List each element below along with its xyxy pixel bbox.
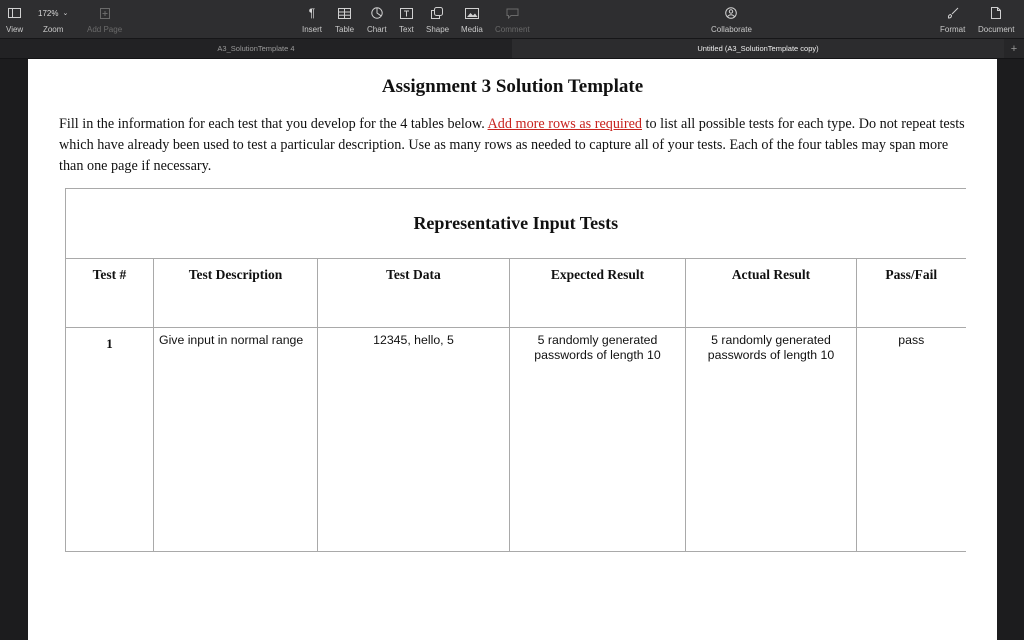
header-expected-result[interactable]: Expected Result [510,259,686,328]
insert-button[interactable] [302,4,322,34]
table-caption: Representative Input Tests [66,189,966,259]
document-button[interactable] [978,4,1014,34]
cell-test-description[interactable]: Give input in normal range [154,328,318,552]
media-button[interactable] [461,4,483,34]
zoom-label: Zoom [42,25,64,34]
zoom-control[interactable] [38,4,68,34]
add-rows-link[interactable]: Add more rows as required [487,116,642,132]
add-page-label: Add Page [87,25,123,34]
shape-button[interactable] [426,4,449,34]
comment-label: Comment [495,25,530,34]
document-label: Document [978,25,1015,34]
table-button[interactable] [335,4,354,34]
instructions-paragraph [59,114,969,177]
toolbar [0,0,1024,39]
insert-label: Insert [302,25,323,34]
header-test-description[interactable]: Test Description [154,259,318,328]
table-header-row [66,259,966,328]
header-actual-result[interactable]: Actual Result [686,259,857,328]
chart-label: Chart [367,25,387,34]
tab-a3-solution-template-4[interactable]: A3_SolutionTemplate 4 [0,39,512,58]
cell-test-data[interactable]: 12345, hello, 5 [318,328,510,552]
intro-text-end: to list all possible tests for each type. Do not repeat tests which have already been used to test a particular description. Use as many rows as needed to capture all of your tests. Each of the four tables may span more than one page if necessary. [59,116,965,174]
header-pass-fail[interactable]: Pass/Fail [857,259,966,328]
collaborate-button[interactable] [711,4,752,34]
comment-button[interactable] [495,4,530,34]
chart-icon [371,4,383,22]
text-box-icon [400,4,413,22]
media-icon [465,4,479,22]
comment-icon [506,4,519,22]
format-button[interactable] [940,4,965,34]
tab-untitled-copy[interactable]: Untitled (A3_SolutionTemplate copy) [512,39,1004,58]
text-button[interactable] [399,4,414,34]
add-page-icon [100,4,110,22]
cell-pass-fail[interactable]: pass [857,328,966,552]
table-label: Table [335,25,355,34]
representative-input-tests-table [65,188,966,552]
document-page[interactable] [28,59,997,640]
paragraph-icon: ¶ [308,6,316,20]
format-label: Format [940,25,966,34]
cell-actual-result[interactable]: 5 randomly generated passwords of length 10 [686,328,857,552]
zoom-value: 172% [38,8,59,18]
new-tab-icon[interactable]: + [1010,42,1018,55]
collaborate-label: Collaborate [711,25,752,34]
chart-button[interactable] [367,4,387,34]
text-label: Text [399,25,414,34]
page-title: Assignment 3 Solution Template [381,76,644,97]
table-row [66,328,966,552]
header-test-num[interactable]: Test # [66,259,154,328]
sidebar-icon [8,4,21,22]
header-test-data[interactable]: Test Data [318,259,510,328]
tab-bar [0,39,1024,59]
collaborate-icon [724,4,738,22]
table-icon [338,4,351,22]
view-label: View [6,25,24,34]
media-label: Media [461,25,483,34]
shape-label: Shape [426,25,450,34]
shape-icon [431,4,444,22]
cell-expected-result[interactable]: 5 randomly generated passwords of length 10 [510,328,686,552]
chevron-down-icon: ⌄ [62,10,69,17]
paintbrush-icon [947,4,959,22]
add-page-button[interactable] [87,4,122,34]
cell-test-num[interactable]: 1 [66,328,154,552]
document-icon [991,4,1001,22]
document-canvas[interactable] [0,59,1024,640]
intro-text-start: Fill in the information for each test that you develop for the 4 tables below. [59,116,488,132]
view-button[interactable] [6,4,23,34]
